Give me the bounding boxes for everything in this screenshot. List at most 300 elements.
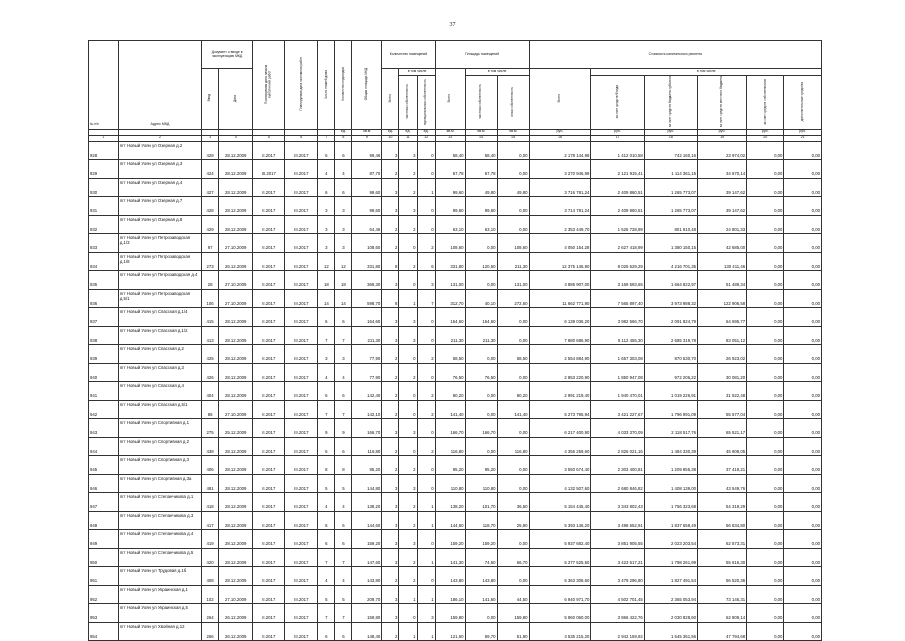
table-cell: 3 973 988,32: [644, 289, 697, 308]
cell-address: пгт Новый Уоян ул Озерная д.8: [118, 215, 201, 234]
table-cell: II.2017: [253, 400, 285, 419]
header-commissioning: Документ о вводе в эксплуатацию МКД: [202, 41, 253, 69]
table-cell: 0,00: [497, 197, 529, 216]
table-cell: 7 880 686,90: [529, 326, 591, 345]
table-cell: 0,00: [784, 382, 822, 401]
table-cell: 63,10: [465, 215, 497, 234]
table-cell: 2: [399, 456, 417, 475]
table-cell: 36,50: [497, 493, 529, 512]
cell-address: пгт Новый Уоян ул Петрозаводская д.1/3: [118, 234, 201, 253]
table-cell: 3 982 566,70: [591, 308, 644, 327]
table-cell: 58,40: [465, 141, 497, 160]
table-cell: 144,80: [352, 474, 382, 493]
table-cell: II.2017: [253, 271, 285, 290]
table-cell: 74,60: [465, 548, 497, 567]
table-cell: 0,00: [747, 604, 784, 623]
table-cell: 14: [335, 289, 352, 308]
table-cell: 0,00: [747, 567, 784, 586]
table-cell: 2 178 144,98: [529, 141, 591, 160]
table-cell: 3 479 296,80: [591, 567, 644, 586]
table-cell: II.2017: [253, 548, 285, 567]
table-cell: 99,60: [435, 197, 465, 216]
table-cell: 0,00: [747, 585, 784, 604]
table-cell: II.2017: [253, 604, 285, 623]
table-cell: 121,60: [435, 622, 465, 641]
table-cell: 0,00: [784, 252, 822, 271]
table-cell: 108,60: [352, 234, 382, 253]
table-row: [89, 178, 822, 197]
header-address: Адрес МКД: [118, 41, 201, 130]
table-cell: 49,80: [465, 178, 497, 197]
header-commission-date: Дата: [219, 69, 253, 130]
cell-index: 947: [89, 493, 119, 512]
table-cell: 0,00: [497, 308, 529, 327]
header-entrances: Количество подъездов: [335, 41, 352, 130]
table-cell: 12: [335, 252, 352, 271]
table-row: [89, 622, 822, 641]
table-cell: 417: [202, 511, 219, 530]
table-cell: 159,20: [352, 530, 382, 549]
table-cell: 0,00: [497, 567, 529, 586]
table-cell: 7: [335, 604, 352, 623]
cell-address: пгт Новый Уоян ул Спасская д.1/4: [118, 308, 201, 327]
table-cell: 3: [335, 345, 352, 364]
table-cell: II.2017: [253, 530, 285, 549]
table-cell: 2: [382, 382, 399, 401]
table-cell: 3: [382, 326, 399, 345]
table-cell: 18: [318, 271, 335, 290]
table-cell: 1 114 361,15: [644, 160, 697, 179]
table-cell: 116,80: [352, 437, 382, 456]
table-cell: 481: [202, 474, 219, 493]
table-cell: 4: [335, 160, 352, 179]
table-cell: 0,00: [747, 382, 784, 401]
cell-index: 944: [89, 437, 119, 456]
table-cell: 77,90: [352, 363, 382, 382]
cell-index: 942: [89, 400, 119, 419]
table-cell: 9: [318, 419, 335, 438]
table-cell: 0,00: [784, 419, 822, 438]
table-cell: 95,20: [435, 456, 465, 475]
cell-index: 932: [89, 215, 119, 234]
table-cell: 99,60: [352, 178, 382, 197]
table-cell: II.2017: [253, 511, 285, 530]
table-cell: 6: [318, 622, 335, 641]
table-cell: 166,70: [465, 419, 497, 438]
table-cell: 26 923,02: [698, 345, 747, 364]
table-cell: 3: [382, 178, 399, 197]
table-cell: 211,30: [465, 326, 497, 345]
table-cell: 404: [202, 382, 219, 401]
table-cell: 6: [335, 530, 352, 549]
cell-index: 941: [89, 382, 119, 401]
table-cell: 0: [399, 437, 417, 456]
table-cell: 28.12.2009: [219, 474, 253, 493]
table-cell: 76,50: [465, 363, 497, 382]
table-cell: 2 680 846,82: [591, 474, 644, 493]
table-cell: 0,00: [747, 289, 784, 308]
table-cell: 2 353 449,70: [529, 215, 591, 234]
table-cell: 3: [382, 419, 399, 438]
table-cell: 131,00: [435, 271, 465, 290]
table-cell: 3: [382, 530, 399, 549]
table-cell: 3: [382, 604, 399, 623]
table-cell: 8: [382, 252, 399, 271]
table-cell: 3: [417, 271, 435, 290]
cell-address: пгт Новый Уоян ул Спортивная д.3а: [118, 474, 201, 493]
table-cell: 3 851 905,55: [591, 530, 644, 549]
cell-address: пгт Новый Уоян ул Спортивная д.3: [118, 456, 201, 475]
table-header: [89, 41, 822, 142]
table-cell: 80,20: [435, 382, 465, 401]
table-cell: III.2017: [285, 585, 318, 604]
table-cell: 6: [335, 308, 352, 327]
table-cell: 130 411,46: [698, 252, 747, 271]
table-cell: 4 033 370,09: [591, 419, 644, 438]
table-cell: 49,80: [497, 178, 529, 197]
table-cell: 3: [382, 493, 399, 512]
table-cell: 3: [335, 215, 352, 234]
table-cell: 28.12.2009: [219, 567, 253, 586]
table-cell: 0,00: [747, 419, 784, 438]
page-number: 37: [449, 22, 456, 28]
table-cell: 0,00: [784, 511, 822, 530]
table-cell: 5 277 525,50: [529, 548, 591, 567]
table-cell: 122 906,58: [698, 289, 747, 308]
table-cell: 65 521,17: [698, 419, 747, 438]
table-cell: 0,00: [465, 234, 497, 253]
table-cell: 0,00: [747, 160, 784, 179]
table-cell: 1 545 361,56: [644, 622, 697, 641]
table-cell: 2: [417, 382, 435, 401]
table-cell: 68,50: [497, 345, 529, 364]
table-row: [89, 252, 822, 271]
table-cell: 138,20: [435, 493, 465, 512]
table-cell: 95,20: [465, 456, 497, 475]
table-cell: 406: [202, 456, 219, 475]
table-cell: 131,00: [497, 271, 529, 290]
table-cell: 3 423 617,21: [591, 548, 644, 567]
header-units-municipal: муниципальная собственность: [417, 76, 435, 130]
cell-index: 954: [89, 622, 119, 641]
table-cell: 28.12.2009: [219, 456, 253, 475]
table-cell: 28: [202, 271, 219, 290]
cell-index: 949: [89, 530, 119, 549]
table-cell: 2: [399, 511, 417, 530]
header-area-total: Всего: [435, 69, 465, 130]
table-cell: 0: [417, 474, 435, 493]
table-cell: 27.10.2009: [219, 271, 253, 290]
table-row: [89, 437, 822, 456]
table-cell: 164,60: [435, 308, 465, 327]
table-cell: 0,00: [747, 456, 784, 475]
table-cell: 6: [417, 252, 435, 271]
table-cell: III.2017: [285, 548, 318, 567]
table-cell: 0: [417, 215, 435, 234]
table-cell: 211,30: [352, 326, 382, 345]
table-cell: 1 657 303,08: [591, 345, 644, 364]
table-cell: 138,20: [352, 493, 382, 512]
table-cell: 1: [417, 493, 435, 512]
table-cell: 2: [399, 252, 417, 271]
table-cell: 0,00: [747, 178, 784, 197]
table-cell: 0: [417, 326, 435, 345]
table-cell: III.2017: [285, 400, 318, 419]
table-cell: 159,80: [497, 604, 529, 623]
table-cell: III.2017: [285, 215, 318, 234]
table-cell: 0,00: [784, 141, 822, 160]
table-cell: 0: [399, 400, 417, 419]
table-cell: 0,00: [747, 511, 784, 530]
table-cell: 7: [318, 400, 335, 419]
table-cell: 28.12.2009: [219, 160, 253, 179]
table-cell: 3: [382, 474, 399, 493]
table-cell: 3: [382, 197, 399, 216]
table-cell: 3: [382, 585, 399, 604]
table-cell: 106: [202, 289, 219, 308]
table-row: [89, 585, 822, 604]
table-cell: 0,00: [784, 622, 822, 641]
table-cell: 44,50: [497, 585, 529, 604]
table-cell: 0,00: [497, 419, 529, 438]
table-cell: 1 380 150,15: [644, 234, 697, 253]
table-cell: 18: [335, 271, 352, 290]
table-cell: 1 526 728,99: [591, 215, 644, 234]
cell-address: пгт Новый Уоян ул Степанчикова д.3: [118, 511, 201, 530]
table-cell: 42 685,00: [698, 234, 747, 253]
table-cell: 2: [382, 363, 399, 382]
table-cell: 2: [399, 548, 417, 567]
table-row: [89, 400, 822, 419]
table-cell: 1 756 323,68: [644, 493, 697, 512]
cell-index: 938: [89, 326, 119, 345]
table-cell: 6: [318, 178, 335, 197]
table-row: [89, 567, 822, 586]
table-row: [89, 548, 822, 567]
table-cell: 0,00: [784, 160, 822, 179]
header-cost-local: за счет средств местного бюджета: [698, 76, 747, 130]
header-units-private: частная собственность: [399, 76, 417, 130]
table-cell: 3: [318, 345, 335, 364]
table-cell: 56 834,80: [698, 511, 747, 530]
table-cell: 2: [417, 234, 435, 253]
table-row: [89, 308, 822, 327]
header-area-group: Площадь помещений: [435, 41, 529, 69]
cell-index: 939: [89, 345, 119, 364]
cell-index: 953: [89, 604, 119, 623]
table-cell: 0,00: [465, 345, 497, 364]
table-row: [89, 197, 822, 216]
table-cell: 28.12.2009: [219, 141, 253, 160]
table-cell: 3: [382, 548, 399, 567]
table-cell: 0,00: [497, 160, 529, 179]
table-cell: 28.12.2009: [219, 548, 253, 567]
table-cell: 39 147,62: [698, 197, 747, 216]
cell-index: 930: [89, 178, 119, 197]
table-cell: 2 554 884,90: [529, 345, 591, 364]
table-cell: 64,46: [352, 215, 382, 234]
table-cell: 426: [202, 363, 219, 382]
table-cell: 4: [318, 493, 335, 512]
table-cell: 5 154 445,40: [529, 493, 591, 512]
table-cell: 6 217 400,90: [529, 419, 591, 438]
table-cell: 55 577,04: [698, 400, 747, 419]
table-cell: 110,80: [465, 474, 497, 493]
table-cell: 5: [335, 585, 352, 604]
table-cell: 99,60: [352, 197, 382, 216]
table-cell: 166,70: [435, 419, 465, 438]
table-cell: 4 216 701,35: [644, 252, 697, 271]
table-cell: 0,00: [747, 548, 784, 567]
table-cell: 0,00: [747, 271, 784, 290]
table-cell: 3: [399, 141, 417, 160]
cell-address: пгт Новый Уоян ул Спасская д.2: [118, 345, 201, 364]
table-cell: 0: [399, 345, 417, 364]
table-cell: 3 169 593,65: [591, 271, 644, 290]
cell-index: 940: [89, 363, 119, 382]
table-cell: 142,40: [352, 382, 382, 401]
table-row: [89, 160, 822, 179]
cell-address: пгт Новый Уоян ул Степанчикова д.4: [118, 530, 201, 549]
table-cell: 27.10.2009: [219, 234, 253, 253]
table-cell: 99,60: [465, 197, 497, 216]
header-commission-year: Ввод: [202, 69, 219, 130]
table-row: [89, 604, 822, 623]
table-cell: 0,00: [784, 493, 822, 512]
table-cell: 598,70: [352, 289, 382, 308]
table-cell: 67,78: [465, 160, 497, 179]
table-cell: 8: [335, 456, 352, 475]
table-cell: 331,80: [352, 252, 382, 271]
table-cell: 427: [202, 178, 219, 197]
table-cell: 0,00: [747, 474, 784, 493]
table-cell: 0,00: [465, 437, 497, 456]
table-cell: 2 409 860,51: [591, 197, 644, 216]
table-cell: 4 356 259,60: [529, 437, 591, 456]
table-cell: II.2017: [253, 419, 285, 438]
table-cell: 0,00: [784, 289, 822, 308]
table-cell: 4: [318, 160, 335, 179]
table-cell: 4 050 154,28: [529, 234, 591, 253]
table-cell: III.2017: [285, 308, 318, 327]
table-cell: 3: [399, 326, 417, 345]
cell-address: пгт Новый Уоян ул Украинская д.5: [118, 604, 201, 623]
table-cell: 1: [417, 511, 435, 530]
table-cell: 8: [318, 456, 335, 475]
table-cell: 54 319,29: [698, 493, 747, 512]
table-cell: 275: [202, 419, 219, 438]
table-cell: 0: [399, 604, 417, 623]
table-cell: 0,00: [747, 493, 784, 512]
table-cell: 8 025 629,29: [591, 252, 644, 271]
table-cell: 2: [399, 160, 417, 179]
table-cell: 0,00: [497, 474, 529, 493]
cell-address: пгт Новый Уоян ул Спасская д.4: [118, 382, 201, 401]
table-cell: II.2017: [253, 234, 285, 253]
table-cell: 428: [202, 141, 219, 160]
table-row: [89, 326, 822, 345]
table-cell: 116,80: [435, 437, 465, 456]
table-cell: 4: [335, 363, 352, 382]
table-cell: 419: [202, 530, 219, 549]
table-cell: 1 412 010,58: [591, 141, 644, 160]
table-cell: III.2017: [285, 345, 318, 364]
table-cell: 40,10: [465, 289, 497, 308]
table-cell: III.2017: [285, 474, 318, 493]
table-cell: 1 209 855,38: [644, 456, 697, 475]
table-cell: 2 030 828,60: [644, 604, 697, 623]
table-cell: 28.12.2009: [219, 530, 253, 549]
table-cell: 14: [318, 289, 335, 308]
table-cell: 12: [318, 252, 335, 271]
table-cell: III.2017: [285, 289, 318, 308]
table-cell: 80,20: [497, 382, 529, 401]
table-cell: 3: [382, 141, 399, 160]
table-cell: 86: [202, 400, 219, 419]
cell-index: 952: [89, 585, 119, 604]
table-cell: 2 826 021,16: [591, 437, 644, 456]
table-cell: 26.12.2009: [219, 622, 253, 641]
table-cell: 39 147,62: [698, 178, 747, 197]
table-cell: 4 535 215,20: [529, 622, 591, 641]
table-cell: 0,00: [465, 271, 497, 290]
table-cell: 159,20: [435, 530, 465, 549]
cell-index: 937: [89, 308, 119, 327]
table-cell: 27.10.2009: [219, 289, 253, 308]
table-cell: 0: [399, 382, 417, 401]
table-cell: III.2017: [253, 160, 285, 179]
table-cell: 0,00: [747, 141, 784, 160]
table-cell: 415: [202, 308, 219, 327]
table-cell: 7: [318, 326, 335, 345]
cell-address: пгт Новый Уоян ул Спасская д.5/1: [118, 400, 201, 419]
table-row: [89, 363, 822, 382]
table-cell: 1 265 773,07: [644, 197, 697, 216]
table-cell: 28.12.2009: [219, 215, 253, 234]
table-row: [89, 530, 822, 549]
table-cell: 1: [399, 622, 417, 641]
table-cell: 0: [417, 567, 435, 586]
table-cell: 424: [202, 160, 219, 179]
table-cell: 159,20: [465, 530, 497, 549]
table-cell: 7: [335, 400, 352, 419]
table-cell: 51,90: [497, 622, 529, 641]
table-cell: 25,90: [497, 511, 529, 530]
table-cell: 68,50: [435, 345, 465, 364]
header-area-private: частная собственность: [465, 76, 497, 130]
table-cell: 331,80: [435, 252, 465, 271]
table-cell: III.2017: [285, 141, 318, 160]
table-cell: 1 827 491,54: [644, 567, 697, 586]
table-cell: 1 798 261,99: [644, 548, 697, 567]
table-cell: 5: [318, 474, 335, 493]
table-cell: 116,80: [497, 437, 529, 456]
header-units-total: Всего: [382, 69, 399, 130]
table-cell: 2: [382, 234, 399, 253]
cell-index: 946: [89, 474, 119, 493]
table-cell: 1 796 991,09: [644, 400, 697, 419]
table-cell: 0,00: [747, 400, 784, 419]
table-cell: 3: [335, 234, 352, 253]
table-cell: 7: [318, 548, 335, 567]
table-cell: 31 522,48: [698, 382, 747, 401]
cell-address: пгт Новый Уоян ул Степанчикова д.5: [118, 548, 201, 567]
table-cell: II.2017: [253, 456, 285, 475]
table-cell: 0,00: [784, 326, 822, 345]
table-cell: 3: [318, 234, 335, 253]
table-cell: 4 502 701,45: [591, 585, 644, 604]
table-cell: 97: [202, 234, 219, 253]
